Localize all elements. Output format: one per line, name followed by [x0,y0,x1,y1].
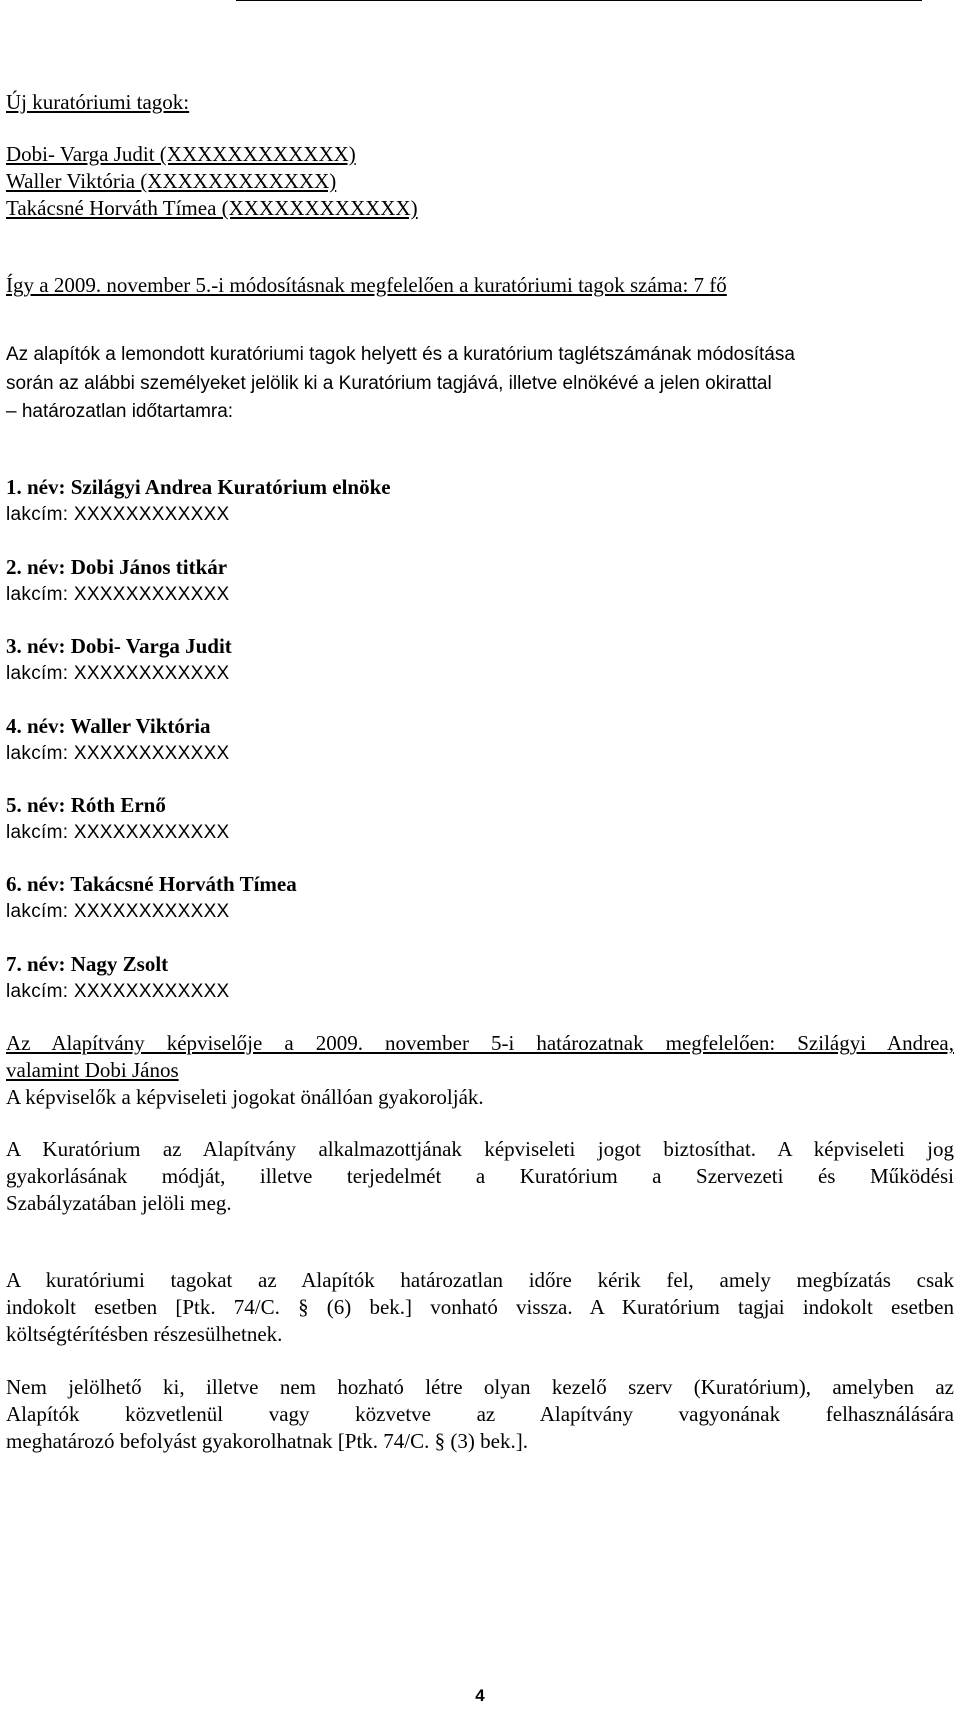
page-number: 4 [475,1686,485,1705]
member-address: lakcím: XXXXXXXXXXXX [6,981,230,1002]
member-entry [6,792,230,847]
member-address: lakcím: XXXXXXXXXXXX [6,504,230,525]
member-address: lakcím: XXXXXXXXXXXX [6,584,230,605]
paragraph-line: Szabályzatában jelöli meg. [6,1191,232,1215]
paragraph-line: Az Alapítvány képviselője a 2009. november 5-i határozatnak megfelelően: Szilágyi Andrea, [6,1031,954,1055]
member-entry [6,474,391,529]
member-name: 2. név: Dobi János titkár [6,555,228,579]
paragraph-line: valamint Dobi János [6,1058,179,1082]
paragraph-line: Az alapítók a lemondott kuratóriumi tagok helyett és a kuratórium taglétszámának módosítása [6,344,795,365]
paragraph-line: A Kuratórium az Alapítvány alkalmazottjának képviseleti jogot biztosíthat. A képviseleti jog [6,1137,954,1161]
paragraph-line: meghatározó befolyást gyakorolhatnak [Ptk. 74/C. § (3) bek.]. [6,1429,528,1453]
member-name: 7. név: Nagy Zsolt [6,952,169,976]
member-count-line: Így a 2009. november 5.-i módosításnak megfelelően a kuratóriumi tagok száma: 7 fő [6,273,727,297]
paragraph-line: A kuratóriumi tagokat az Alapítók határozatlan időre kérik fel, amely megbízatás csak [6,1268,954,1292]
paragraph-line: indokolt esetben [Ptk. 74/C. § (6) bek.] vonható vissza. A Kuratórium tagjai indokolt esetben [6,1295,954,1319]
member-address: lakcím: XXXXXXXXXXXX [6,663,230,684]
new-member-item: Takácsné Horváth Tímea (XXXXXXXXXXXX) [6,196,418,220]
member-name: 5. név: Róth Ernő [6,793,166,817]
founders-paragraph [6,341,954,427]
member-address: lakcím: XXXXXXXXXXXX [6,901,230,922]
member-address: lakcím: XXXXXXXXXXXX [6,822,230,843]
member-address: lakcím: XXXXXXXXXXXX [6,743,230,764]
employee-representation-paragraph [6,1136,954,1217]
member-name: 4. név: Waller Viktória [6,714,211,738]
member-entry [6,554,230,609]
paragraph-line: A képviselők a képviseleti jogokat önállóan gyakorolják. [6,1085,484,1109]
new-member-item: Dobi- Varga Judit (XXXXXXXXXXXX) [6,142,356,166]
member-name: 1. név: Szilágyi Andrea Kuratórium elnöke [6,475,391,499]
appointment-paragraph [6,1267,954,1348]
member-entry [6,633,232,688]
header-rule [236,0,922,1]
new-members-heading: Új kuratóriumi tagok: [6,90,190,114]
new-member-item: Waller Viktória (XXXXXXXXXXXX) [6,169,337,193]
member-entry [6,713,230,768]
member-name: 3. név: Dobi- Varga Judit [6,634,232,658]
new-members-list [6,141,954,222]
representative-paragraph [6,1030,954,1111]
member-entry [6,871,297,926]
paragraph-line: Alapítók közvetlenül vagy közvetve az Alapítvány vagyonának felhasználására [6,1402,954,1426]
paragraph-line: során az alábbi személyeket jelölik ki a Kuratórium tagjává, illetve elnökévé a jelen okirattal [6,372,772,394]
paragraph-line: – határozatlan időtartamra: [6,401,234,422]
no-managing-body-paragraph [6,1374,954,1455]
member-entry [6,951,230,1006]
paragraph-line: költségtérítésben részesülhetnek. [6,1322,283,1346]
member-name: 6. név: Takácsné Horváth Tímea [6,872,297,896]
paragraph-line: Nem jelölhető ki, illetve nem hozható létre olyan kezelő szerv (Kuratórium), amelyben az [6,1375,954,1399]
paragraph-line: gyakorlásának módját, illetve terjedelmét a Kuratórium a Szervezeti és Működési [6,1164,954,1188]
